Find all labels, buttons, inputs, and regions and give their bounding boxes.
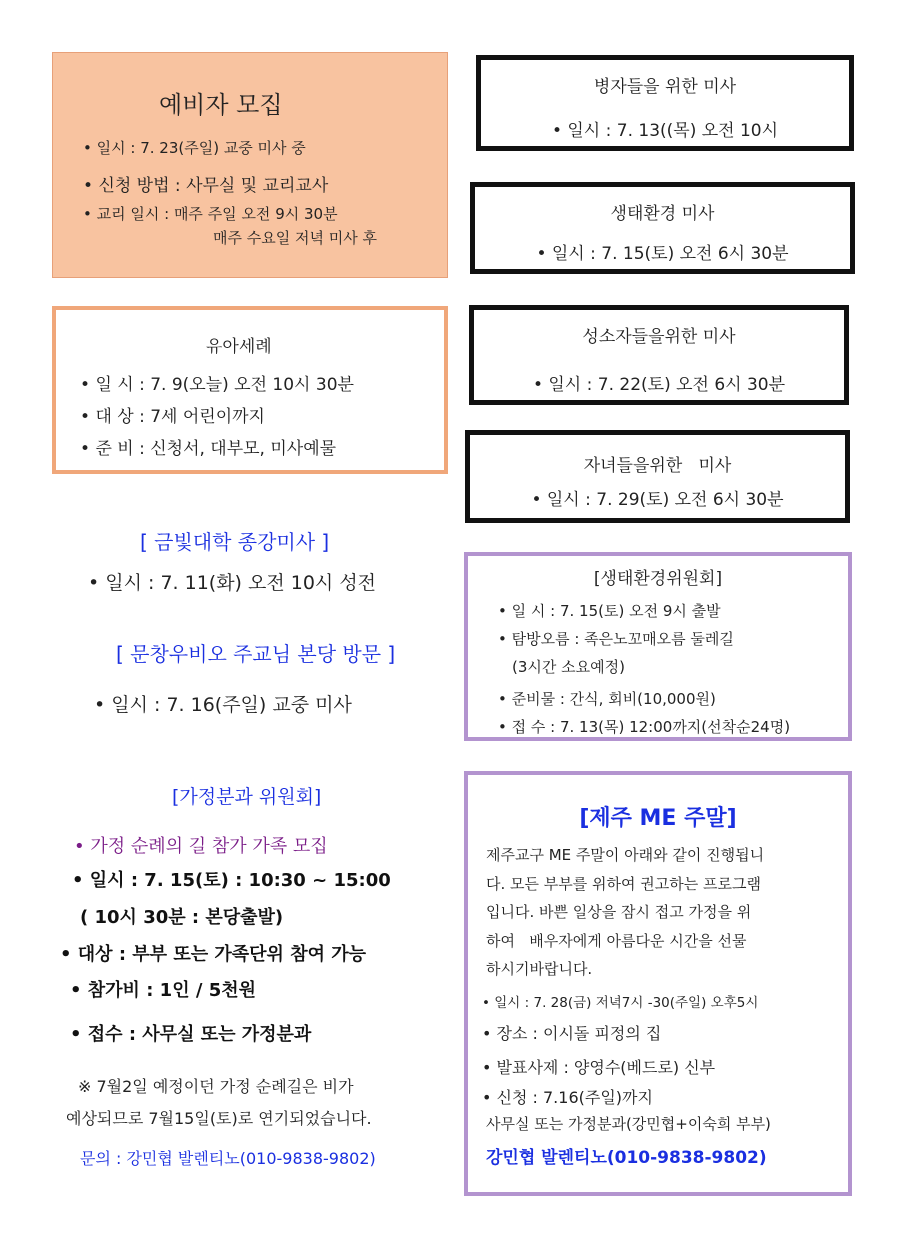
- children-mass-date: • 일시 : 7. 29(토) 오전 6시 30분: [470, 485, 845, 510]
- family-committee-title: [가정분과 위원회]: [172, 786, 322, 808]
- geumbit-date: • 일시 : 7. 11(화) 오전 10시 성전: [88, 568, 376, 595]
- catechumen-recruitment-box: [52, 52, 448, 278]
- eco-mass-title: 생태환경 미사: [610, 204, 715, 224]
- family-date: • 일시 : 7. 15(토) : 10:30 ~ 15:00: [72, 866, 391, 892]
- me-desc-line: 제주교구 ME 주말이 아래와 같이 진행됩니: [486, 846, 765, 864]
- family-departure: ( 10시 30분 : 본당출발): [80, 907, 284, 928]
- me-desc-line: 하시기바랍니다.: [486, 960, 593, 978]
- sick-mass-date: • 일시 : 7. 13((목) 오전 10시: [481, 116, 849, 141]
- eco-committee-registration: • 접 수 : 7. 13(목) 12:00까지(선착순24명): [498, 716, 790, 737]
- family-subtitle: • 가정 순례의 길 참가 가족 모집: [74, 832, 328, 858]
- infant-prep: • 준 비 : 신청서, 대부모, 미사예물: [80, 434, 336, 459]
- vocation-mass-title: 성소자들을위한 미사: [582, 327, 736, 347]
- me-weekend-box: [464, 771, 852, 1196]
- family-contact: 문의 : 강민협 발렌티노(010-9838-9802): [80, 1149, 376, 1168]
- infant-baptism-box: [52, 306, 448, 474]
- vocation-mass-box: [469, 305, 849, 405]
- me-desc-line: 하여 배우자에게 아름다운 시간을 선물: [486, 931, 747, 950]
- children-mass-title: 자녀들을위한 미사: [583, 456, 732, 476]
- me-contact: 강민협 발렌티노(010-9838-9802): [486, 1148, 767, 1168]
- infant-title: 유아세례: [206, 337, 272, 357]
- family-registration: • 접수 : 사무실 또는 가정분과: [70, 1020, 311, 1046]
- infant-date: • 일 시 : 7. 9(오늘) 오전 10시 30분: [80, 370, 354, 395]
- family-fee: • 참가비 : 1인 / 5천원: [70, 976, 256, 1002]
- me-desc-line: 입니다. 바쁜 일상을 잠시 접고 가정을 위: [486, 903, 752, 921]
- eco-committee-title: [생태환경위원회]: [593, 569, 723, 589]
- me-date: • 일시 : 7. 28(금) 저녁7시 -30(주일) 오후5시: [482, 991, 758, 1011]
- sick-mass-box: [476, 55, 854, 151]
- me-place: • 장소 : 이시돌 피정의 집: [482, 1021, 661, 1044]
- children-mass-box: [465, 430, 850, 523]
- recruit-class-time: • 교리 일시 : 매주 주일 오전 9시 30분: [83, 203, 338, 224]
- eco-mass-date: • 일시 : 7. 15(토) 오전 6시 30분: [475, 239, 850, 264]
- eco-committee-date: • 일 시 : 7. 15(토) 오전 9시 출발: [498, 600, 721, 621]
- infant-target: • 대 상 : 7세 어린이까지: [80, 402, 265, 427]
- eco-committee-duration: (3시간 소요예정): [512, 658, 625, 676]
- recruit-apply: • 신청 방법 : 사무실 및 교리교사: [83, 171, 328, 196]
- vocation-mass-date: • 일시 : 7. 22(토) 오전 6시 30분: [474, 370, 844, 395]
- me-weekend-title: [제주 ME 주말]: [579, 806, 737, 831]
- sick-mass-title: 병자들을 위한 미사: [593, 77, 737, 97]
- family-target: • 대상 : 부부 또는 가족단위 참여 가능: [60, 940, 366, 966]
- eco-committee-route: • 탐방오름 : 족은노꼬매오름 둘레길: [498, 628, 734, 649]
- bishop-visit-date: • 일시 : 7. 16(주일) 교중 미사: [94, 690, 352, 717]
- me-desc-line: 다. 모든 부부를 위하여 권고하는 프로그램: [486, 874, 761, 893]
- me-apply: • 신청 : 7.16(주일)까지: [482, 1085, 653, 1108]
- recruit-title: 예비자 모집: [159, 91, 283, 119]
- bishop-visit-title: [ 문창우비오 주교님 본당 방문 ]: [116, 642, 396, 666]
- eco-committee-supplies: • 준비물 : 간식, 회비(10,000원): [498, 688, 716, 709]
- me-priest: • 발표사제 : 양영수(베드로) 신부: [482, 1055, 715, 1078]
- eco-committee-box: [464, 552, 852, 741]
- recruit-date: • 일시 : 7. 23(주일) 교중 미사 중: [83, 137, 306, 158]
- me-apply-where: 사무실 또는 가정분과(강민협+이숙희 부부): [486, 1115, 771, 1133]
- eco-mass-box: [470, 182, 855, 274]
- me-weekend-description: [486, 841, 832, 984]
- geumbit-title: [ 금빛대학 종강미사 ]: [140, 530, 330, 554]
- family-note-2: 예상되므로 7월15일(토)로 연기되었습니다.: [66, 1109, 372, 1128]
- recruit-class-time-2: 매주 수요일 저녁 미사 후: [213, 229, 377, 247]
- family-note-1: ※ 7월2일 예정이던 가정 순례길은 비가: [78, 1077, 354, 1096]
